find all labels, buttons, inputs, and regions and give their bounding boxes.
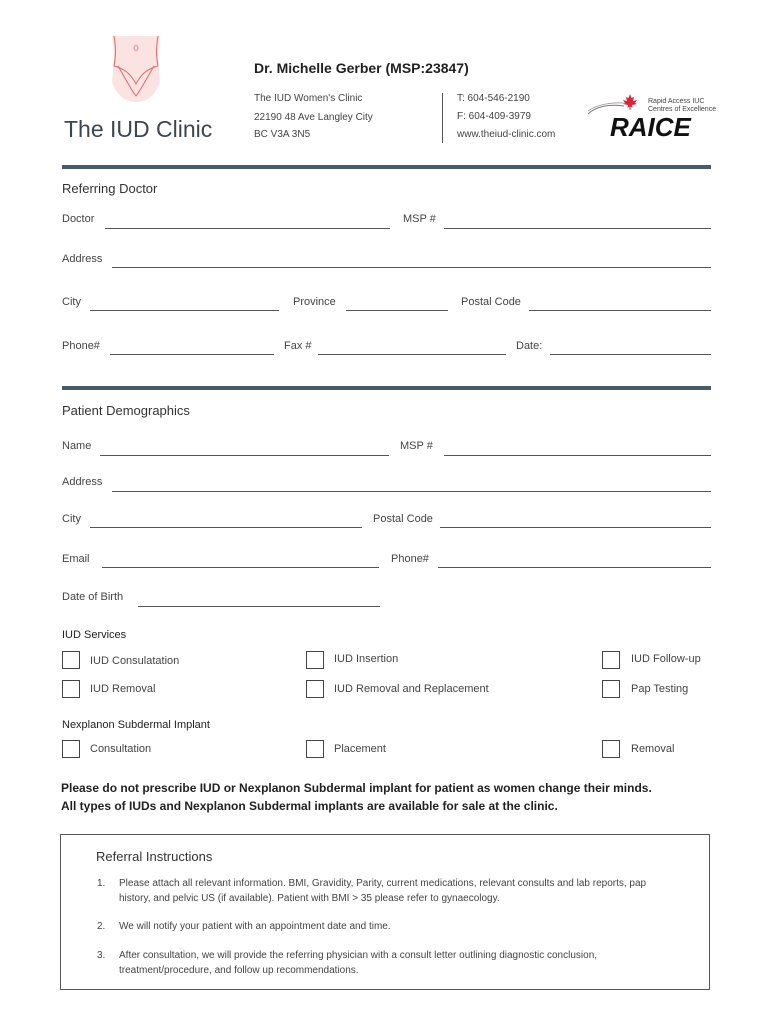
ref-date-field[interactable] [550,354,711,355]
nexplanon-removal-checkbox[interactable] [602,740,620,758]
ref-address-label: Address [62,253,103,265]
ref-doctor-label: Doctor [62,213,95,225]
instruction-text: Please attach all relevant information. BMI, Gravidity, Parity, current medications, relevant consults and lab reports, pap history, and pelvic US (if available). Patient with BMI > 35 please refer to gynaecology. [119,878,647,904]
nexplanon-removal-label: Removal [631,743,675,755]
pat-email-field[interactable] [102,567,379,568]
iud-insertion-checkbox[interactable] [306,651,324,669]
raice-tagline-2: Centres of Excellence [648,106,717,113]
iud-follow-up-label: IUD Follow-up [631,653,701,665]
ref-msp-label: MSP # [403,213,436,225]
clinic-fax: F: 604-409-3979 [457,111,531,122]
header-vertical-divider [442,93,443,143]
ref-postal-label: Postal Code [461,296,521,308]
iud-services-title: IUD Services [62,629,127,641]
nexplanon-title: Nexplanon Subdermal Implant [62,719,210,731]
clinic-address-line1: The IUD Women's Clinic [254,93,363,104]
ref-fax-label: Fax # [284,340,312,352]
iud-removal-label: IUD Removal [90,683,156,695]
iud-follow-up-checkbox[interactable] [602,651,620,669]
clinic-address-line3: BC V3A 3N5 [254,129,311,140]
clinic-website: www.theiud-clinic.com [457,129,556,140]
ref-phone-field[interactable] [110,354,274,355]
pat-name-label: Name [62,440,92,452]
iud-consultation-label: IUD Consulatation [90,655,180,667]
instruction-number: 1. [97,878,106,889]
ref-doctor-field[interactable] [105,228,390,229]
pat-name-field[interactable] [100,455,389,456]
referral-instructions-title: Referral Instructions [96,849,213,864]
clinic-address-line2: 22190 48 Ave Langley City [254,112,373,123]
pat-city-label: City [62,513,81,525]
pap-testing-checkbox[interactable] [602,680,620,698]
notice-line-1: Please do not prescribe IUD or Nexplanon Subdermal implant for patient as women change their minds. [61,781,652,795]
instruction-text: After consultation, we will provide the referring physician with a consult letter outlining diagnostic conclusion, treatment/procedure, and follow up recommendations. [119,950,598,976]
header-divider [62,165,711,169]
pat-dob-label: Date of Birth [62,591,124,603]
pat-address-label: Address [62,476,103,488]
ref-msp-field[interactable] [444,228,711,229]
clinic-phone: T: 604-546-2190 [457,93,530,104]
clinic-logo-graphic [108,32,164,104]
ref-fax-field[interactable] [318,354,506,355]
ref-address-field[interactable] [112,267,711,268]
nexplanon-consultation-label: Consultation [90,743,152,755]
pat-email-label: Email [62,553,90,565]
iud-removal-replacement-checkbox[interactable] [306,680,324,698]
pat-address-field[interactable] [112,491,711,492]
pat-msp-label: MSP # [400,440,433,452]
pat-postal-label: Postal Code [373,513,433,525]
iud-removal-checkbox[interactable] [62,680,80,698]
notice-line-2: All types of IUDs and Nexplanon Subdermal implants are available for sale at the clinic. [61,799,558,813]
clinic-logo-text: The IUD Clinic [64,116,213,142]
pat-city-field[interactable] [90,527,362,528]
patient-demographics-title: Patient Demographics [62,403,190,418]
instruction-number: 2. [97,921,106,932]
instruction-number: 3. [97,950,106,961]
referring-doctor-title: Referring Doctor [62,181,158,196]
ref-phone-label: Phone# [62,340,100,352]
nexplanon-placement-checkbox[interactable] [306,740,324,758]
pat-phone-label: Phone# [391,553,429,565]
section-divider [62,386,711,390]
pat-dob-field[interactable] [138,606,380,607]
referral-instructions-box [60,834,710,990]
ref-province-label: Province [293,296,336,308]
pat-phone-field[interactable] [438,567,711,568]
iud-insertion-label: IUD Insertion [334,653,399,665]
pat-postal-field[interactable] [440,527,711,528]
ref-postal-field[interactable] [529,310,711,311]
ref-province-field[interactable] [346,310,448,311]
pat-msp-field[interactable] [444,455,711,456]
nexplanon-placement-label: Placement [334,743,386,755]
raice-wordmark: RAICE [610,112,691,142]
iud-removal-replacement-label: IUD Removal and Replacement [334,683,489,695]
nexplanon-consultation-checkbox[interactable] [62,740,80,758]
instruction-text: We will notify your patient with an appointment date and time. [119,921,391,932]
pap-testing-label: Pap Testing [631,683,689,695]
raice-logo [586,92,717,142]
raice-tagline-1: Rapid Access IUC [648,98,705,105]
doctor-name: Dr. Michelle Gerber (MSP:23847) [254,60,469,76]
iud-consultation-checkbox[interactable] [62,651,80,669]
ref-city-field[interactable] [90,310,279,311]
ref-date-label: Date: [516,340,543,352]
ref-city-label: City [62,296,81,308]
